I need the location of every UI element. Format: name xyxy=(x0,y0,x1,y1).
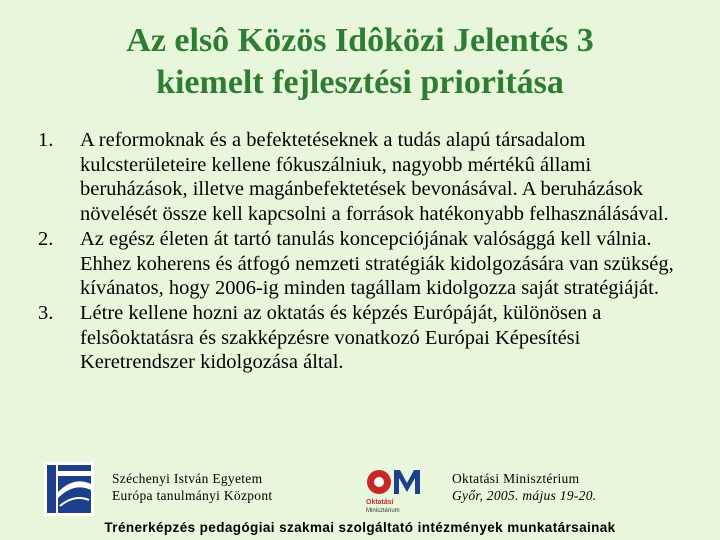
szif-text-block xyxy=(112,470,272,504)
szif-center: Európa tanulmányi Központ xyxy=(112,488,273,503)
list-item xyxy=(38,301,688,375)
list-item xyxy=(38,128,688,227)
event-date: Győr, 2005. május 19-20. xyxy=(452,488,597,503)
szif-name: Széchenyi István Egyetem xyxy=(112,471,263,486)
szif-logo-icon xyxy=(44,462,94,516)
om-logo-icon xyxy=(364,466,428,514)
list-item-text: A reformoknak és a befektetéseknek a tudás alapú társadalom kulcsterületeire kellene fókuszálniuk, nagyobb mértékû állami beruházások, illetve magánbefektetések bevonásával. A beruházások növelését össze kell kapcsolni a források hatékonyabb felhasználásával. xyxy=(80,129,669,226)
list-item-number: 1. xyxy=(38,129,54,151)
om-name: Oktatási Minisztérium xyxy=(452,471,580,486)
slide-title-line-2: kiemelt fejlesztési prioritása xyxy=(156,64,564,101)
slide-title-line-1: Az elsô Közös Idôközi Jelentés 3 xyxy=(126,22,594,59)
priority-list xyxy=(38,128,688,375)
list-item-number: 2. xyxy=(38,227,54,250)
svg-text:Oktatási: Oktatási xyxy=(366,499,394,506)
om-text-block xyxy=(452,470,596,504)
list-item-text: Létre kellene hozni az oktatás és képzés Európáját, különösen a felsôoktatásra és szakképzésre vonatkozó Európai Képesítési Keretrendszer kidolgozása által. xyxy=(80,301,602,374)
footer xyxy=(0,458,720,540)
list-item xyxy=(38,227,688,301)
svg-text:Minisztérium: Minisztérium xyxy=(366,508,400,514)
list-item-number: 3. xyxy=(38,301,54,324)
slide-title xyxy=(0,20,720,104)
footer-caption: Trénerképzés pedagógiai szakmai szolgáltató intézmények munkatársainak xyxy=(104,520,616,535)
list-item-text: Az egész életen át tartó tanulás koncepciójának valósággá kell válnia. Ehhez koherens és átfogó nemzeti stratégiák kidolgozására van szükség, kívánatos, hogy 2006-ig minden tagállam kidolgozza saját stratégiáját. xyxy=(80,227,674,300)
